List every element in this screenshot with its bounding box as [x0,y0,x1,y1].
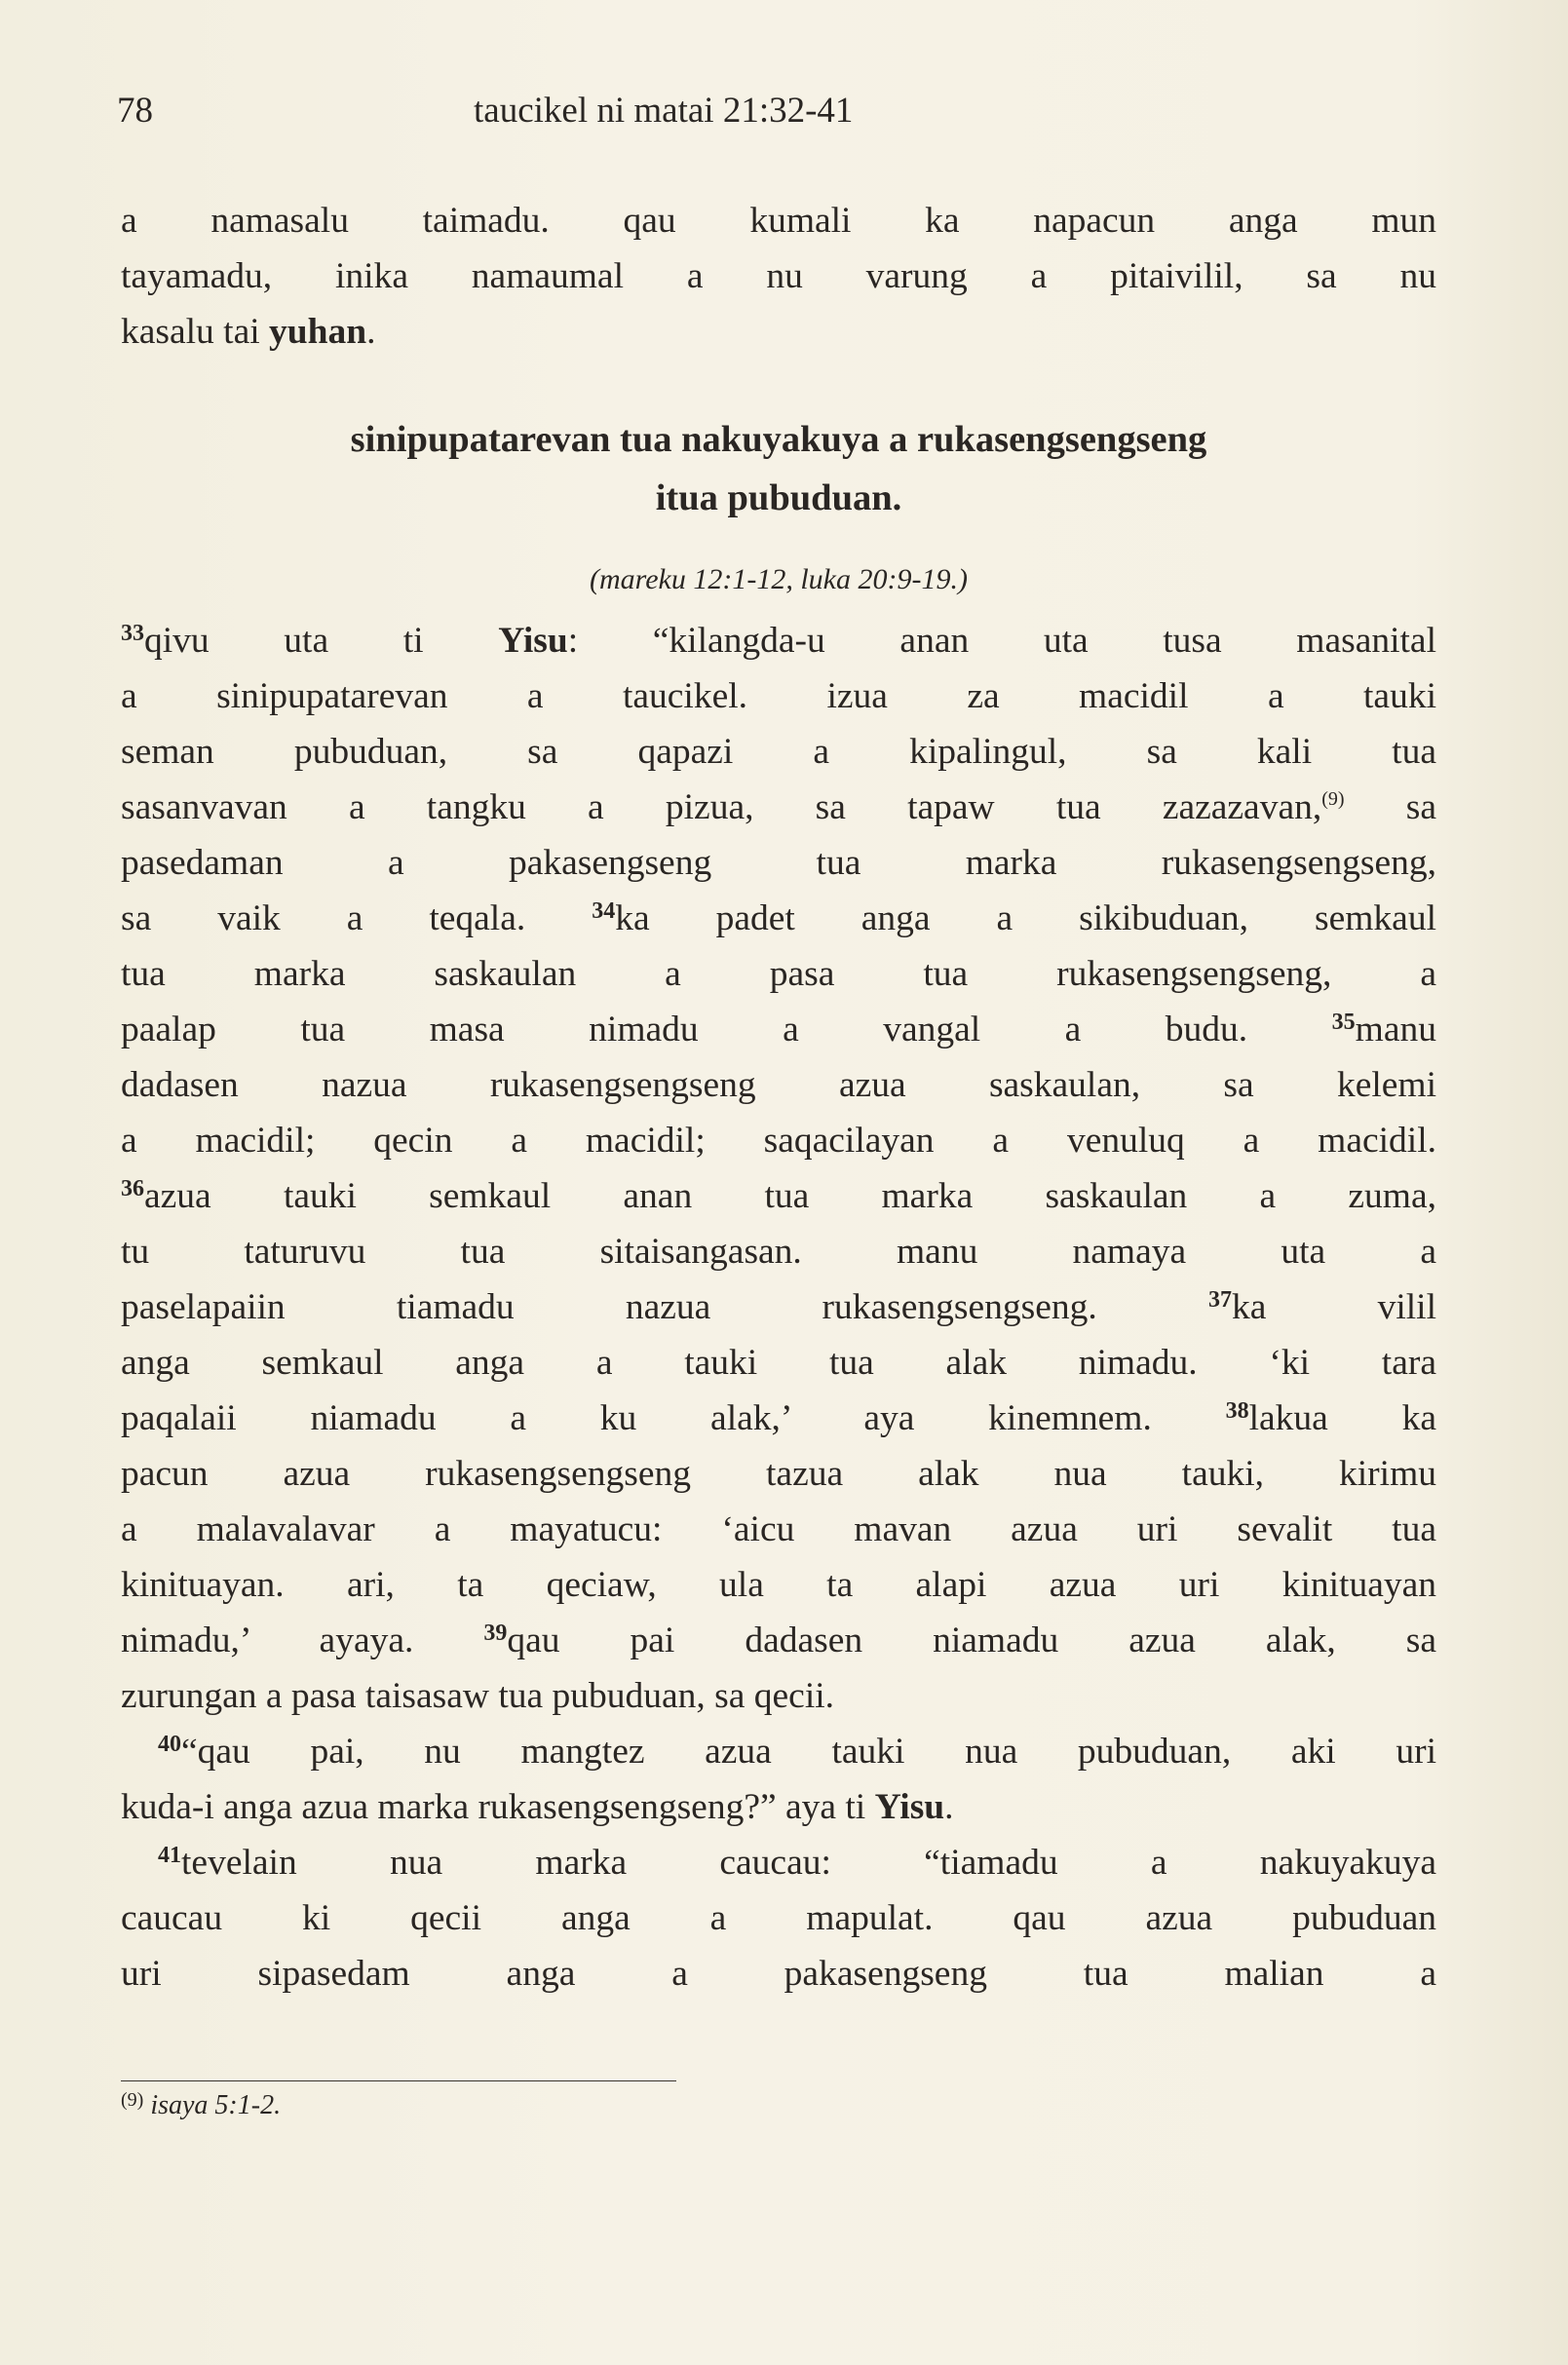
text-line [121,1779,1436,1835]
text-line: seman pubuduan, sa qapazi a kipalingul, sa kali tua [121,732,1436,772]
text-line: tayamadu, inika namaumal a nu varung a pitaivilil, sa nu [121,256,1436,296]
verse-number: 39 [483,1621,508,1646]
text-run: paqalaii niamadu a ku alak,’ aya kinemnem. [121,1398,1226,1438]
text-line: dadasen nazua rukasengsengseng azua saskaulan, sa kelemi [121,1065,1436,1105]
paragraph-41 [121,1835,1436,2002]
text-run: tevelain nua marka caucau: “tiamadu a nakuyakuya [181,1843,1436,1883]
name-yuhan: yuhan [269,312,367,352]
text-line: a namasalu taimadu. qau kumali ka napacun anga mun [121,201,1436,241]
text-run: sa vaik a teqala. [121,898,593,938]
text-line: uri sipasedam anga a pakasengseng tua malian a [121,1954,1436,1994]
text-line: tua marka saskaulan a pasa tua rukasengsengseng, a [121,954,1436,994]
text-run: qau pai dadasen niamadu azua alak, sa [507,1621,1436,1660]
text-line: tu taturuvu tua sitaisangasan. manu namaya uta a [121,1232,1436,1272]
text-line: pacun azua rukasengsengseng tazua alak nua tauki, kirimu [121,1454,1436,1494]
text-line: a macidil; qecin a macidil; saqacilayan a venuluq a macidil. [121,1121,1436,1161]
text-line [121,1835,1436,1890]
footnote-number: (9) [121,2089,144,2111]
text-line [121,613,1436,668]
text-line [121,1391,1436,1446]
text-run: paselapaiin tiamadu nazua rukasengsengseng. [121,1287,1208,1327]
name-yisu: Yisu [874,1787,945,1827]
footnote [121,2090,281,2121]
footnote-divider [121,2080,676,2081]
text-run: “qau pai, nu mangtez azua tauki nua pubuduan, aki uri [181,1732,1436,1772]
intro-paragraph [121,193,1436,360]
cross-reference: (mareku 12:1-12, luka 20:9-19.) [590,563,968,595]
verse-number: 35 [1331,1010,1356,1035]
footnote-text: isaya 5:1-2. [143,2090,282,2120]
section-heading-line: sinipupatarevan tua nakuyakuya a rukasengsengseng [350,419,1207,460]
text-line [121,1168,1436,1224]
page-header [117,90,1423,148]
text-line [121,1613,1436,1668]
text-run: : “kilangda-u anan uta tusa masanital [567,621,1436,661]
text-run: ka padet anga a sikibuduan, semkaul [615,898,1436,938]
text-run: qivu uta ti [144,621,499,661]
running-head: taucikel ni matai 21:32-41 [474,91,854,131]
text-run: . [366,312,376,352]
main-text [121,193,1436,2002]
section-heading-line: itua pubuduan. [655,477,902,518]
verse-number: 34 [592,898,616,924]
section-heading [121,410,1436,527]
paragraph-40 [121,1724,1436,1835]
text-line [121,304,1436,360]
text-run: azua tauki semkaul anan tua marka saskaulan a zuma, [144,1176,1436,1216]
text-line: a malavalavar a mayatucu: ‘aicu mavan azua uri sevalit tua [121,1509,1436,1549]
verse-number: 38 [1225,1398,1249,1424]
text-line [121,1002,1436,1057]
verse-number: 40 [158,1732,181,1757]
text-run: . [944,1787,954,1827]
text-run: ka vilil [1231,1287,1436,1327]
text-run: lakua ka [1248,1398,1436,1438]
footnote-marker[interactable]: (9) [1321,788,1345,810]
text-line: anga semkaul anga a tauki tua alak nimadu. ‘ki tara [121,1343,1436,1383]
text-line: a sinipupatarevan a taucikel. izua za macidil a tauki [121,676,1436,716]
text-run: manu [1355,1010,1436,1049]
text-run: kuda-i anga azua marka rukasengsengseng?” aya ti [121,1787,875,1827]
verse-number: 33 [121,621,144,646]
name-yisu: Yisu [498,621,568,661]
paragraph-33-39 [121,613,1436,1724]
text-run: nimadu,’ ayaya. [121,1621,484,1660]
text-line [121,891,1436,946]
text-line [121,1279,1436,1335]
text-line: pasedaman a pakasengseng tua marka rukasengsengseng, [121,843,1436,883]
verse-number: 37 [1207,1287,1232,1313]
text-run: sasanvavan a tangku a pizua, sa tapaw tua zazazavan, [121,787,1322,827]
text-line: caucau ki qecii anga a mapulat. qau azua pubuduan [121,1898,1436,1938]
text-line [121,780,1436,835]
page-number: 78 [117,91,153,131]
verse-number: 41 [158,1843,181,1868]
text-line: zurungan a pasa taisasaw tua pubuduan, sa qecii. [121,1676,835,1716]
text-run: paalap tua masa nimadu a vangal a budu. [121,1010,1332,1049]
text-run: sa [1344,787,1436,827]
text-line [121,1724,1436,1779]
text-line: kinituayan. ari, ta qeciaw, ula ta alapi azua uri kinituayan [121,1565,1436,1605]
text-run: kasalu tai [121,312,270,352]
verse-number: 36 [121,1176,144,1202]
